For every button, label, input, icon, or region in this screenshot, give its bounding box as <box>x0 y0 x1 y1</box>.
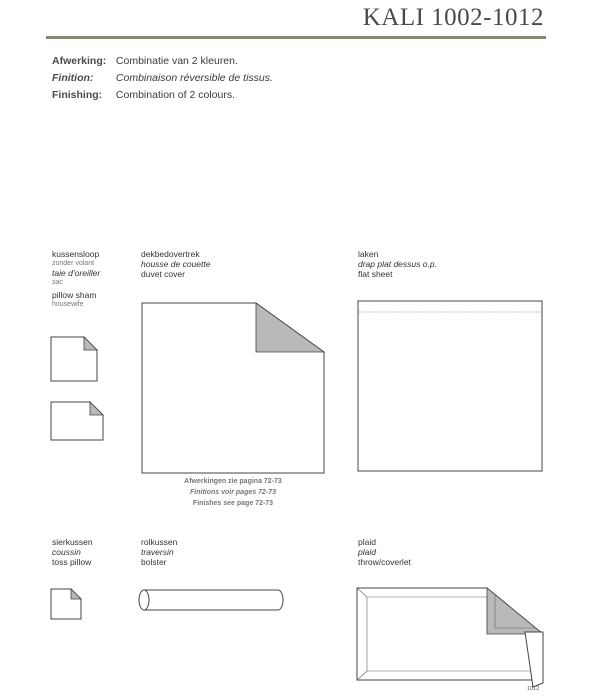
finishing-specs <box>52 53 273 104</box>
spec-row-fr <box>52 70 273 87</box>
label-fr-sub: sac <box>52 279 63 286</box>
label-nl: dekbedovertrek <box>141 249 200 259</box>
label-fr: plaid <box>358 547 376 557</box>
label-nl: plaid <box>358 537 376 547</box>
flat-sheet-illustration <box>357 300 543 472</box>
label-nl: laken <box>358 249 379 259</box>
product-label-duvet <box>141 249 210 279</box>
page-number: 1012 <box>527 686 540 692</box>
label-en-sub: housewife <box>52 301 84 308</box>
product-label-pillowcase <box>52 249 100 309</box>
spec-label: Finishing: <box>52 89 103 101</box>
pillowcase-sack-illustration <box>50 336 98 382</box>
spec-label: Finition: <box>52 72 94 84</box>
spec-value: Combination of 2 colours. <box>115 89 235 101</box>
spec-label: Afwerking: <box>52 55 107 67</box>
label-fr: housse de couette <box>141 259 211 269</box>
label-fr: drap plat dessus o.p. <box>358 259 437 269</box>
label-fr: traversin <box>141 547 174 557</box>
product-label-plaid <box>358 537 411 567</box>
throw-coverlet-illustration <box>355 586 545 690</box>
label-en: bolster <box>141 557 167 567</box>
pillowcase-housewife-illustration <box>50 401 104 441</box>
label-nl: rolkussen <box>141 537 178 547</box>
spec-row-nl <box>52 53 273 70</box>
duvet-cover-illustration <box>141 302 325 474</box>
label-en: pillow sham <box>52 290 97 300</box>
bolster-illustration <box>136 588 286 612</box>
label-nl-sub: zonder volant <box>52 260 95 267</box>
label-en: throw/coverlet <box>358 557 411 567</box>
label-nl: sierkussen <box>52 537 93 547</box>
label-fr: taie d’oreiller <box>52 268 101 278</box>
product-label-bolster <box>141 537 177 567</box>
label-nl: kussensloop <box>52 249 100 259</box>
page-title: KALI 1002-1012 <box>362 4 544 31</box>
spec-row-en <box>52 87 273 104</box>
label-en: duvet cover <box>141 269 185 279</box>
toss-pillow-illustration <box>50 588 82 620</box>
label-fr: coussin <box>52 547 81 557</box>
label-en: toss pillow <box>52 557 92 567</box>
product-label-cushion <box>52 537 93 567</box>
title-rule <box>46 36 546 39</box>
note-nl: Afwerkingen zie pagina 72-73 <box>184 478 282 485</box>
note-en: Finishes see page 72-73 <box>192 500 274 507</box>
label-en: flat sheet <box>358 269 393 279</box>
spec-value: Combinaison réversible de tissus. <box>115 72 273 84</box>
finish-reference-note <box>148 476 318 509</box>
product-label-sheet <box>358 249 437 279</box>
note-fr: Finitions voir pages 72-73 <box>190 489 276 496</box>
spec-value: Combinatie van 2 kleuren. <box>115 55 238 67</box>
